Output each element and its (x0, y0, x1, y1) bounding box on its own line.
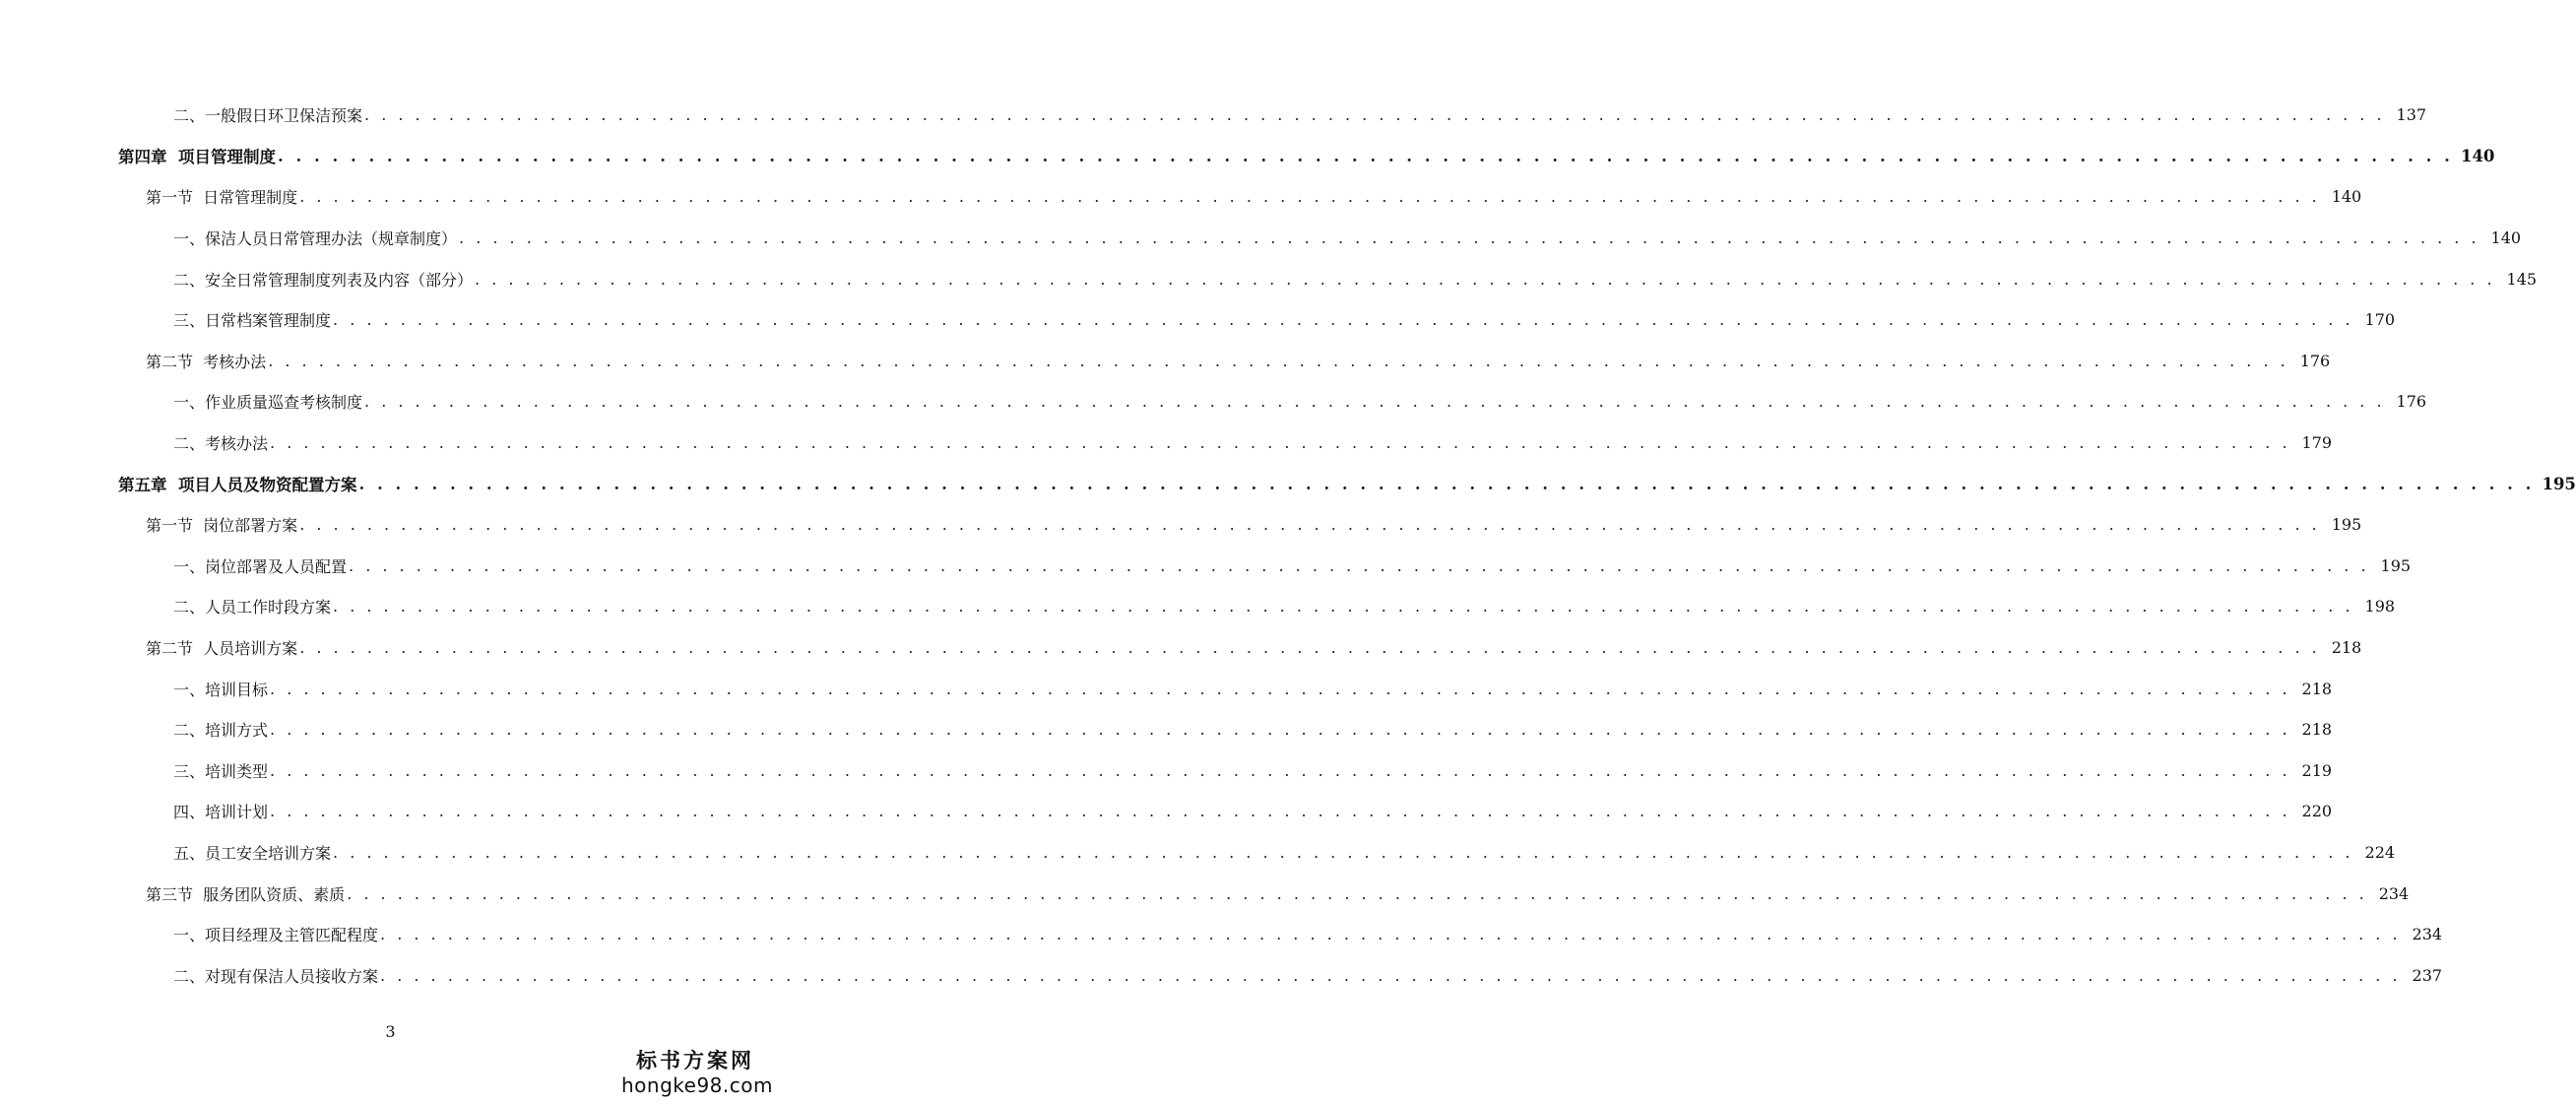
toc-entry-title: 二、安全日常管理制度列表及内容（部分） (173, 270, 474, 290)
toc-entry-title: 第四章 项目管理制度 (118, 148, 276, 167)
toc-entry-title: 一、保洁人员日常管理办法（规章制度） (173, 229, 458, 249)
toc-section[interactable] (0, 873, 2410, 914)
toc-leader-dots: . . . . . . . . . . . . . . . . . . . . . . . . . . . . . . . . . . . . . . . . . . . . . . . . . . . . . . . . . . . . . . . . . . . . . . . . . . . . . . . . . . . . . . . . . . . . . . . . . . . . . . . . . . . . . . . . . . . . . . . . (459, 228, 2480, 248)
toc-leader-dots: . . . . . . . . . . . . . . . . . . . . . . . . . . . . . . . . . . . . . . . . . . . . . . . . . . . . . . . . . . . . . . . . . . . . . . . . . . . . . . . . . . . . . . . . . . . . . . . . . . . . . . . . . . . . . . . . . . . . . . . . (270, 760, 2291, 780)
toc-entry-title: 一、岗位部署及人员配置 (173, 556, 348, 576)
toc-item[interactable] (0, 832, 2396, 874)
page-number: 3 (385, 1022, 396, 1041)
toc-leader-dots: . . . . . . . . . . . . . . . . . . . . . . . . . . . . . . . . . . . . . . . . . . . . . . . . . . . . . . . . . . . . . . . . . . . . . . . . . . . . . . . . . . . . . . . . . . . . . . . . . . . . . . . . . . . . . . . . . . . . . . . . (268, 351, 2289, 370)
toc-item[interactable] (0, 586, 2396, 627)
toc-entry-title: 第二节 人员培训方案 (146, 639, 298, 659)
toc-entry-title: 二、对现有保洁人员接收方案 (173, 966, 379, 986)
toc-entry-title: 四、培训计划 (173, 803, 269, 822)
toc-page-number: 176 (2299, 351, 2331, 370)
toc-page-number: 234 (2378, 883, 2410, 903)
toc-entry-title: 二、考核办法 (173, 434, 269, 454)
toc-leader-dots: . . . . . . . . . . . . . . . . . . . . . . . . . . . . . . . . . . . . . . . . . . . . . . . . . . . . . . . . . . . . . . . . . . . . . . . . . . . . . . . . . . . . . . . . . . . . . . . . . . . . . . . . . . . . . . . . . . . . . . . . (270, 720, 2291, 740)
toc-item[interactable] (0, 668, 2333, 709)
toc-leader-dots: . . . . . . . . . . . . . . . . . . . . . . . . . . . . . . . . . . . . . . . . . . . . . . . . . . . . . . . . . . . . . . . . . . . . . . . . . . . . . . . . . . . . . . . . . . . . . . . . . . . . . . . . . . . . . . . . . . . . . . . . (278, 146, 2454, 165)
toc-entry-title: 第一节 日常管理制度 (146, 188, 298, 208)
toc-leader-dots: . . . . . . . . . . . . . . . . . . . . . . . . . . . . . . . . . . . . . . . . . . . . . . . . . . . . . . . . . . . . . . . . . . . . . . . . . . . . . . . . . . . . . . . . . . . . . . . . . . . . . . . . . . . . . . . . . . . . . . . . (347, 883, 2368, 903)
toc-entry-title: 一、作业质量巡查考核制度 (173, 393, 363, 413)
toc-page-number: 137 (2396, 105, 2427, 125)
toc-page-number: 176 (2396, 392, 2427, 412)
toc-page-number: 145 (2506, 269, 2538, 289)
toc-page-number: 237 (2412, 965, 2443, 985)
toc-leader-dots: . . . . . . . . . . . . . . . . . . . . . . . . . . . . . . . . . . . . . . . . . . . . . . . . . . . . . . . . . . . . . . . . . . . . . . . . . . . . . . . . . . . . . . . . . . . . . . . . . . . . . . . . . . . . . . . . . . . . . . . . (380, 925, 2402, 944)
toc-page-number: 218 (2301, 720, 2333, 740)
toc-item[interactable] (0, 422, 2333, 464)
toc-page-number: 195 (2380, 555, 2412, 575)
toc-item[interactable] (0, 954, 2443, 996)
toc-leader-dots: . . . . . . . . . . . . . . . . . . . . . . . . . . . . . . . . . . . . . . . . . . . . . . . . . . . . . . . . . . . . . . . . . . . . . . . . . . . . . . . . . . . . . . . . . . . . . . . . . . . . . . . . . . . . . . . . . . . . . . . . (270, 802, 2291, 821)
toc-entry-title: 五、员工安全培训方案 (173, 843, 332, 863)
toc-leader-dots: . . . . . . . . . . . . . . . . . . . . . . . . . . . . . . . . . . . . . . . . . . . . . . . . . . . . . . . . . . . . . . . . . . . . . . . . . . . . . . . . . . . . . . . . . . . . . . . . . . . . . . . . . . . . . . . . . . . . . . . . (358, 474, 2535, 493)
toc-leader-dots: . . . . . . . . . . . . . . . . . . . . . . . . . . . . . . . . . . . . . . . . . . . . . . . . . . . . . . . . . . . . . . . . . . . . . . . . . . . . . . . . . . . . . . . . . . . . . . . . . . . . . . . . . . . . . . . . . . . . . . . . (299, 187, 2321, 207)
toc-page-number: 140 (2460, 146, 2495, 165)
toc-page-number: 140 (2331, 187, 2362, 207)
toc-section[interactable] (0, 627, 2362, 669)
toc-section[interactable] (0, 176, 2362, 218)
toc-leader-dots: . . . . . . . . . . . . . . . . . . . . . . . . . . . . . . . . . . . . . . . . . . . . . . . . . . . . . . . . . . . . . . . . . . . . . . . . . . . . . . . . . . . . . . . . . . . . . . . . . . . . . . . . . . . . . . . . . . . . . . . . (475, 269, 2496, 289)
toc-section[interactable] (0, 504, 2362, 546)
toc-page-number: 195 (2542, 474, 2576, 493)
toc-page-number: 218 (2331, 638, 2362, 658)
table-of-contents (0, 95, 2576, 996)
toc-leader-dots: . . . . . . . . . . . . . . . . . . . . . . . . . . . . . . . . . . . . . . . . . . . . . . . . . . . . . . . . . . . . . . . . . . . . . . . . . . . . . . . . . . . . . . . . . . . . . . . . . . . . . . . . . . . . . . . . . . . . . . . . (364, 105, 2386, 125)
toc-leader-dots: . . . . . . . . . . . . . . . . . . . . . . . . . . . . . . . . . . . . . . . . . . . . . . . . . . . . . . . . . . . . . . . . . . . . . . . . . . . . . . . . . . . . . . . . . . . . . . . . . . . . . . . . . . . . . . . . . . . . . . . . (333, 597, 2354, 617)
toc-page-number: 224 (2364, 842, 2396, 862)
toc-item[interactable] (0, 914, 2443, 955)
toc-page-number: 219 (2301, 760, 2333, 780)
toc-item[interactable] (0, 709, 2333, 750)
toc-leader-dots: . . . . . . . . . . . . . . . . . . . . . . . . . . . . . . . . . . . . . . . . . . . . . . . . . . . . . . . . . . . . . . . . . . . . . . . . . . . . . . . . . . . . . . . . . . . . . . . . . . . . . . . . . . . . . . . . . . . . . . . . (333, 310, 2354, 330)
toc-item[interactable] (0, 218, 2522, 259)
toc-item[interactable] (0, 258, 2538, 299)
toc-entry-title: 一、项目经理及主管匹配程度 (173, 926, 379, 945)
toc-page-number: 195 (2331, 515, 2362, 535)
toc-item[interactable] (0, 299, 2396, 341)
toc-entry-title: 一、培训目标 (173, 680, 269, 699)
toc-chapter[interactable] (0, 463, 2576, 504)
toc-item[interactable] (0, 546, 2412, 587)
toc-page-number: 170 (2364, 310, 2396, 330)
toc-leader-dots: . . . . . . . . . . . . . . . . . . . . . . . . . . . . . . . . . . . . . . . . . . . . . . . . . . . . . . . . . . . . . . . . . . . . . . . . . . . . . . . . . . . . . . . . . . . . . . . . . . . . . . . . . . . . . . . . . . . . . . . . (270, 433, 2291, 453)
toc-item[interactable] (0, 750, 2333, 792)
toc-leader-dots: . . . . . . . . . . . . . . . . . . . . . . . . . . . . . . . . . . . . . . . . . . . . . . . . . . . . . . . . . . . . . . . . . . . . . . . . . . . . . . . . . . . . . . . . . . . . . . . . . . . . . . . . . . . . . . . . . . . . . . . . (270, 679, 2291, 698)
toc-leader-dots: . . . . . . . . . . . . . . . . . . . . . . . . . . . . . . . . . . . . . . . . . . . . . . . . . . . . . . . . . . . . . . . . . . . . . . . . . . . . . . . . . . . . . . . . . . . . . . . . . . . . . . . . . . . . . . . . . . . . . . . . (299, 515, 2321, 535)
toc-page-number: 220 (2301, 802, 2333, 821)
toc-entry-title: 二、培训方式 (173, 721, 269, 741)
toc-page-number: 198 (2364, 597, 2396, 617)
toc-entry-title: 三、日常档案管理制度 (173, 311, 332, 331)
toc-leader-dots: . . . . . . . . . . . . . . . . . . . . . . . . . . . . . . . . . . . . . . . . . . . . . . . . . . . . . . . . . . . . . . . . . . . . . . . . . . . . . . . . . . . . . . . . . . . . . . . . . . . . . . . . . . . . . . . . . . . . . . . . (333, 842, 2354, 862)
toc-entry-title: 二、一般假日环卫保洁预案 (173, 106, 363, 126)
toc-entry-title: 第五章 项目人员及物资配置方案 (118, 476, 357, 495)
toc-leader-dots: . . . . . . . . . . . . . . . . . . . . . . . . . . . . . . . . . . . . . . . . . . . . . . . . . . . . . . . . . . . . . . . . . . . . . . . . . . . . . . . . . . . . . . . . . . . . . . . . . . . . . . . . . . . . . . . . . . . . . . . . (364, 392, 2386, 412)
toc-leader-dots: . . . . . . . . . . . . . . . . . . . . . . . . . . . . . . . . . . . . . . . . . . . . . . . . . . . . . . . . . . . . . . . . . . . . . . . . . . . . . . . . . . . . . . . . . . . . . . . . . . . . . . . . . . . . . . . . . . . . . . . . (299, 638, 2321, 658)
toc-item[interactable] (0, 95, 2427, 136)
toc-item[interactable] (0, 791, 2333, 832)
toc-entry-title: 三、培训类型 (173, 761, 269, 781)
toc-page-number: 234 (2412, 925, 2443, 944)
toc-entry-title: 第二节 考核办法 (146, 352, 267, 371)
toc-page-number: 140 (2490, 228, 2522, 248)
toc-entry-title: 二、人员工作时段方案 (173, 598, 332, 618)
toc-entry-title: 第一节 岗位部署方案 (146, 516, 298, 536)
toc-item[interactable] (0, 381, 2427, 422)
watermark-name: 标书方案网 (636, 1049, 754, 1072)
toc-section[interactable] (0, 341, 2331, 382)
toc-leader-dots: . . . . . . . . . . . . . . . . . . . . . . . . . . . . . . . . . . . . . . . . . . . . . . . . . . . . . . . . . . . . . . . . . . . . . . . . . . . . . . . . . . . . . . . . . . . . . . . . . . . . . . . . . . . . . . . . . . . . . . . . (349, 555, 2370, 575)
toc-leader-dots: . . . . . . . . . . . . . . . . . . . . . . . . . . . . . . . . . . . . . . . . . . . . . . . . . . . . . . . . . . . . . . . . . . . . . . . . . . . . . . . . . . . . . . . . . . . . . . . . . . . . . . . . . . . . . . . . . . . . . . . . (380, 965, 2402, 985)
toc-chapter[interactable] (0, 136, 2495, 177)
toc-page-number: 179 (2301, 433, 2333, 453)
toc-entry-title: 第三节 服务团队资质、素质 (146, 884, 346, 904)
watermark (621, 1048, 773, 1097)
toc-page-number: 218 (2301, 679, 2333, 698)
watermark-url: hongke98.com (621, 1073, 773, 1097)
